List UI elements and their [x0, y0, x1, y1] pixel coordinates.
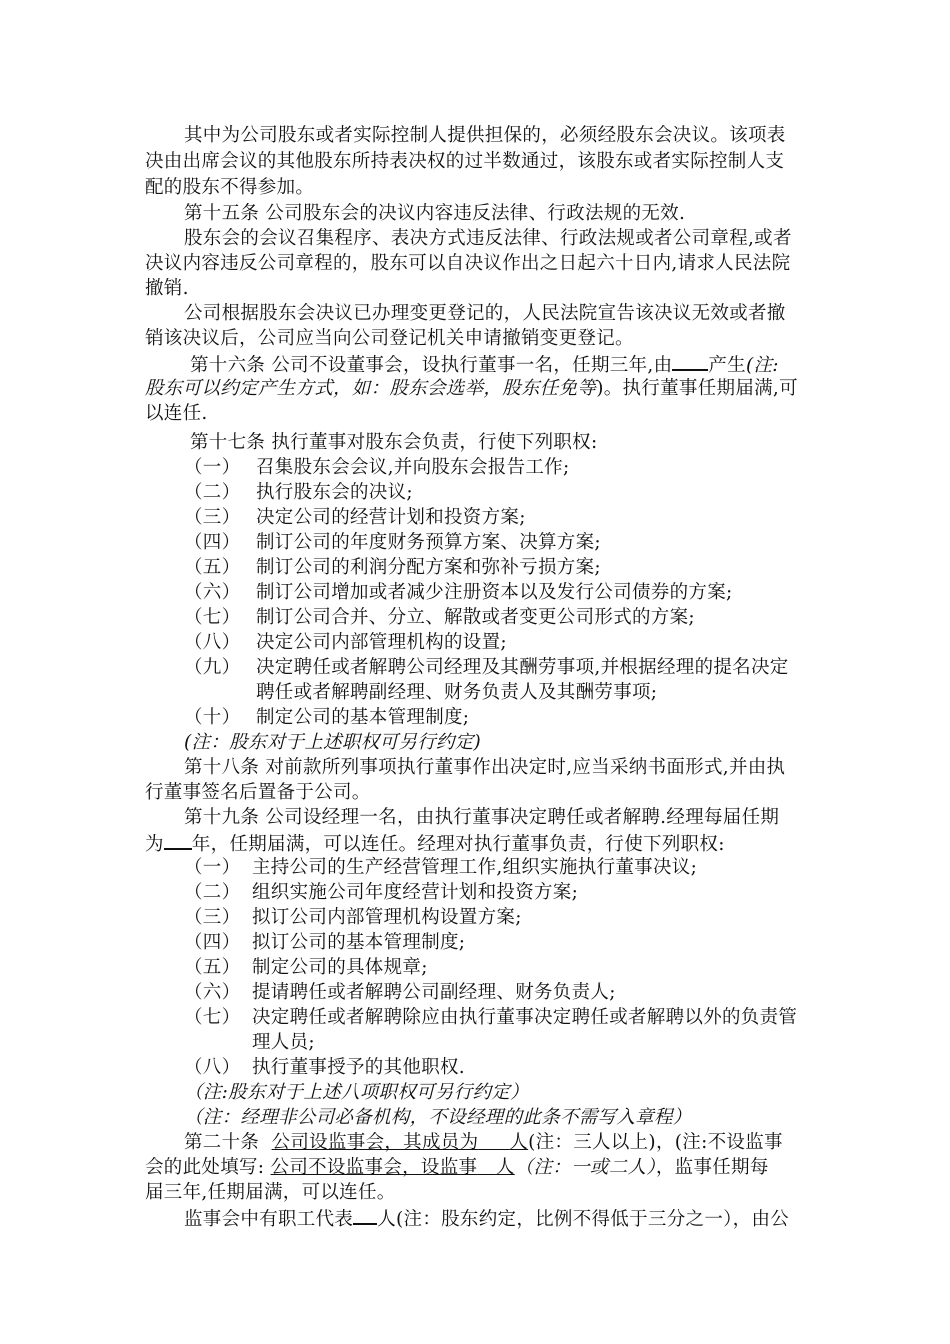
- paragraph-line: 撤销.: [145, 278, 189, 299]
- paragraph-line: 决议内容违反公司章程的，股东可以自决议作出之日起六十日内,请求人民法院: [145, 253, 791, 274]
- paragraph-line: 销该决议后，公司应当向公司登记机关申请撤销变更登记。: [145, 328, 634, 349]
- list-item: [184, 931, 465, 955]
- article-20-text: 会的此处填写:: [145, 1157, 265, 1178]
- list-text: 制定公司的具体规章;: [252, 957, 428, 978]
- list-item: [184, 506, 526, 530]
- article-17-note: (注：股东对于上述职权可另行约定): [184, 732, 482, 753]
- list-item: [184, 606, 695, 630]
- list-text: 制定公司的基本管理制度;: [256, 707, 470, 728]
- fill-blank: [353, 1206, 377, 1225]
- article-19-line: 第十九条 公司设经理一名，由执行董事决定聘任或者解聘.经理每届任期: [184, 807, 780, 828]
- article-19-note: （注:股东对于上述八项职权可另行约定）: [184, 1082, 529, 1103]
- list-item: [184, 631, 507, 655]
- list-number: （三）: [184, 907, 241, 928]
- fill-blank: [477, 1157, 496, 1178]
- paragraph-line: 决由出席会议的其他股东所持表决权的过半数通过，该股东或者实际控制人支: [145, 151, 785, 172]
- article-15-heading: 第十五条 公司股东会的决议内容违反法律、行政法规的无效.: [184, 203, 686, 224]
- article-20-line: 届三年,任期届满，可以连任。: [145, 1182, 396, 1203]
- article-20-note: （注：一或二人）: [514, 1157, 656, 1178]
- list-item: [184, 1056, 465, 1080]
- article-16-line: [190, 352, 779, 378]
- list-item: [184, 881, 578, 905]
- list-text: 提请聘任或者解聘公司副经理、财务负责人;: [252, 982, 616, 1003]
- article-20-text: ，监事任期每: [655, 1157, 769, 1178]
- list-number: （六）: [184, 582, 241, 603]
- list-item: [184, 1006, 797, 1030]
- article-20-line: [145, 1156, 769, 1180]
- fill-blank: [164, 831, 192, 850]
- list-number: （四）: [184, 532, 241, 553]
- article-19-pre: 为: [145, 834, 164, 855]
- article-16-line: 以连任.: [145, 403, 208, 424]
- fill-blank: [478, 1132, 509, 1153]
- list-text: 制订公司增加或者减少注册资本以及发行公司债券的方案;: [256, 582, 733, 603]
- article-17-heading: 第十七条 执行董事对股东会负责，行使下列职权:: [190, 432, 598, 453]
- paragraph-line: 配的股东不得参加。: [145, 177, 315, 198]
- list-text: 拟订公司内部管理机构设置方案;: [252, 907, 522, 928]
- list-text: 制订公司合并、分立、解散或者变更公司形式的方案;: [256, 607, 695, 628]
- list-item: [184, 581, 733, 605]
- note-text: 股东可以约定产生方式，如：股东会选举，股东任免等: [145, 378, 597, 399]
- list-number: （一）: [184, 857, 241, 878]
- list-item: [184, 956, 428, 980]
- article-16-tail: )。执行董事任期届满,可: [596, 378, 798, 399]
- article-18-line: 第十八条 对前款所列事项执行董事作出决定时,应当采纳书面形式,并由执: [184, 757, 786, 778]
- list-text: 决定聘任或者解聘公司经理及其酬劳事项,并根据经理的提名决定: [256, 657, 789, 678]
- paragraph-line: 其中为公司股东或者实际控制人提供担保的，必须经股东会决议。该项表: [184, 125, 786, 146]
- list-number: （一）: [184, 457, 241, 478]
- list-number: （七）: [184, 607, 241, 628]
- article-18-line: 行董事签名后置备于公司。: [145, 782, 371, 803]
- list-text: 决定聘任或者解聘除应由执行董事决定聘任或者解聘以外的负责管: [252, 1007, 798, 1028]
- list-number: （八）: [184, 1057, 241, 1078]
- list-text: 组织实施公司年度经营计划和投资方案;: [252, 882, 579, 903]
- article-20-text: (注：三人以上)，(注:不设监事: [528, 1132, 783, 1153]
- note-open: (注:: [745, 355, 779, 376]
- article-20-line: [184, 1131, 783, 1155]
- list-item-continuation: 理人员;: [252, 1032, 315, 1053]
- article-20-heading: 第二十条: [184, 1132, 260, 1153]
- fill-blank: [672, 352, 708, 371]
- list-item: [184, 556, 601, 580]
- article-20-underlined: 公司不设监事会，设监事: [270, 1157, 478, 1178]
- article-20-underlined: 人: [509, 1132, 529, 1153]
- list-number: （四）: [184, 932, 241, 953]
- paragraph-line: [184, 1206, 789, 1232]
- list-number: （六）: [184, 982, 241, 1003]
- list-item: [184, 856, 697, 880]
- list-item: [184, 456, 570, 480]
- paragraph-text: 监事会中有职工代表: [184, 1209, 354, 1230]
- list-number: （五）: [184, 957, 241, 978]
- list-number: （三）: [184, 507, 241, 528]
- list-number: （十）: [184, 707, 241, 728]
- paragraph-line: 公司根据股东会决议已办理变更登记的，人民法院宣告该决议无效或者撤: [184, 303, 786, 324]
- list-item: [184, 656, 789, 680]
- list-text: 主持公司的生产经营管理工作,组织实施执行董事决议;: [252, 857, 698, 878]
- list-text: 制订公司的年度财务预算方案、决算方案;: [256, 532, 601, 553]
- list-number: （八）: [184, 632, 241, 653]
- list-item-continuation: 聘任或者解聘副经理、财务负责人及其酬劳事项;: [256, 682, 658, 703]
- list-text: 拟订公司的基本管理制度;: [252, 932, 466, 953]
- list-item: [184, 906, 522, 930]
- list-text: 决定公司的经营计划和投资方案;: [256, 507, 526, 528]
- list-item: [184, 531, 601, 555]
- article-16-line: [145, 377, 798, 401]
- list-text: 决定公司内部管理机构的设置;: [256, 632, 507, 653]
- paragraph-line: 股东会的会议召集程序、表决方式违反法律、行政法规或者公司章程,或者: [184, 228, 792, 249]
- list-text: 召集股东会会议,并向股东会报告工作;: [256, 457, 570, 478]
- list-number: （七）: [184, 1007, 241, 1028]
- list-text: 执行股东会的决议;: [256, 482, 413, 503]
- list-number: （二）: [184, 882, 241, 903]
- article-20-underlined: 人: [495, 1157, 515, 1178]
- article-19-note: （注：经理非公司必备机构，不设经理的此条不需写入章程）: [184, 1107, 692, 1128]
- paragraph-text: 人(注：股东约定，比例不得低于三分之一），由公: [377, 1209, 790, 1230]
- article-16-text: 第十六条 公司不设董事会，设执行董事一名，任期三年,由: [190, 355, 673, 376]
- list-number: （二）: [184, 482, 241, 503]
- list-number: （五）: [184, 557, 241, 578]
- list-item: [184, 981, 616, 1005]
- list-text: 制订公司的利润分配方案和弥补亏损方案;: [256, 557, 601, 578]
- article-20-underlined: 公司设监事会，其成员为: [271, 1132, 479, 1153]
- list-item: [184, 481, 413, 505]
- article-16-text-post: 产生: [708, 355, 746, 376]
- list-number: （九）: [184, 657, 241, 678]
- list-item: [184, 706, 469, 730]
- article-19-post: 年，任期届满，可以连任。经理对执行董事负责，行使下列职权:: [191, 834, 725, 855]
- article-19-line: [145, 831, 725, 857]
- list-text: 执行董事授予的其他职权.: [252, 1057, 465, 1078]
